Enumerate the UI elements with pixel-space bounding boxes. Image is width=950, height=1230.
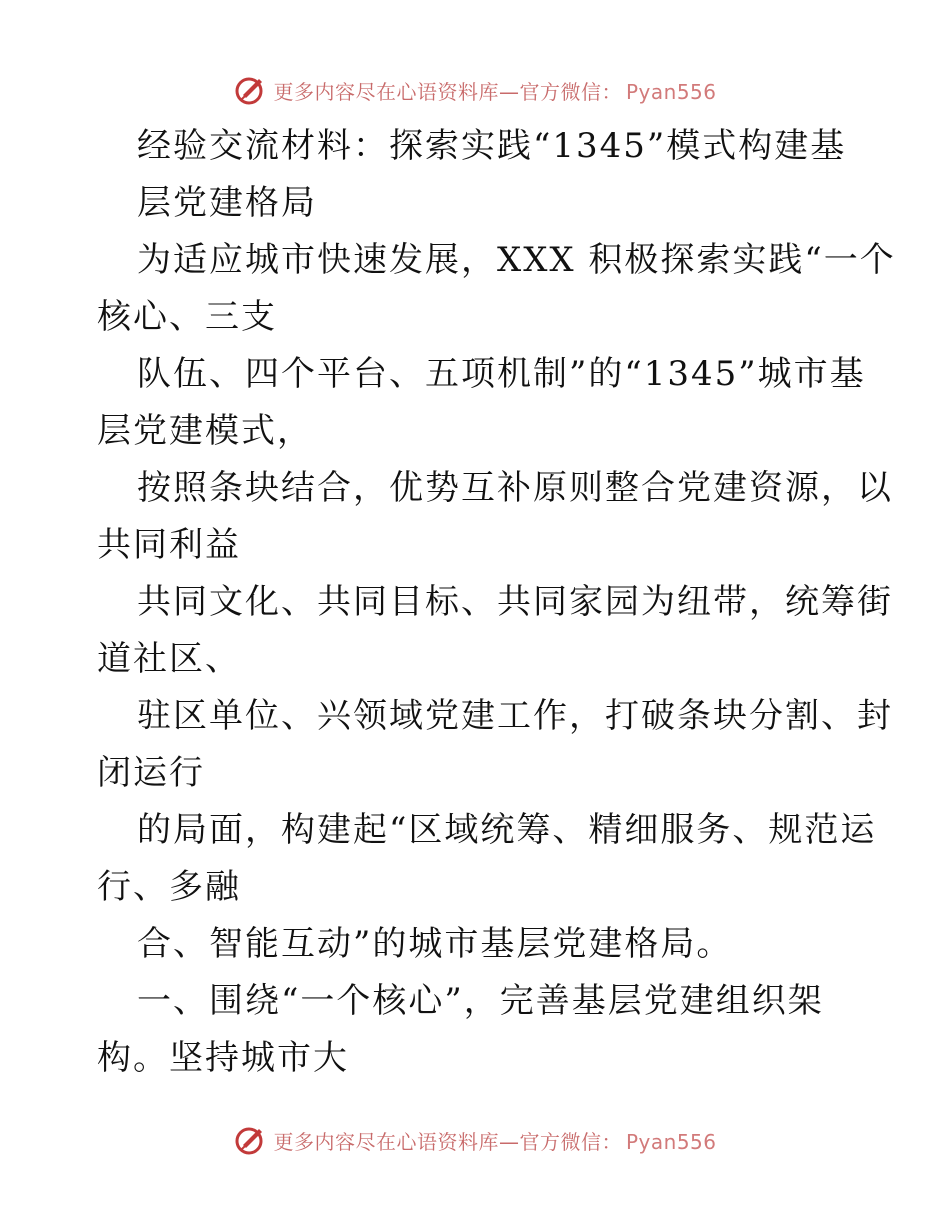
text-line: 一、围绕“一个核心”，完善基层党建组织架: [137, 981, 824, 1021]
text-line: 驻区单位、兴领域党建工作，打破条块分割、封: [137, 696, 893, 736]
watermark-text: 更多内容尽在心语资料库—官方微信： Pyan556: [273, 1129, 717, 1154]
document-body: [97, 118, 896, 1087]
text-line: 核心、三支: [97, 297, 277, 337]
quill-logo-icon: [233, 1123, 267, 1157]
text-line: 的局面，构建起“区域统筹、精细服务、规范运: [137, 810, 877, 850]
watermark-footer: [0, 1120, 950, 1160]
quill-logo-icon: [233, 73, 267, 107]
watermark-header: [0, 70, 950, 110]
text-line: 合、智能互动”的城市基层党建格局。: [137, 924, 733, 964]
text-line: 队伍、四个平台、五项机制”的“1345”城市基: [137, 354, 866, 394]
text-line: 为适应城市快速发展，XXX 积极探索实践“一个: [137, 240, 896, 280]
text-line: 经验交流材料：探索实践“1345”模式构建基: [137, 126, 847, 166]
text-line: 构。坚持城市大: [97, 1038, 349, 1078]
text-line: 行、多融: [97, 867, 241, 907]
text-line: 按照条块结合，优势互补原则整合党建资源，以: [137, 468, 893, 508]
text-line: 层党建模式，: [97, 411, 313, 451]
text-line: 道社区、: [97, 639, 241, 679]
text-line: 闭运行: [97, 753, 205, 793]
text-line: 层党建格局: [137, 183, 317, 223]
text-line: 共同利益: [97, 525, 241, 565]
text-line: 共同文化、共同目标、共同家园为纽带，统筹街: [137, 582, 893, 622]
watermark-text: 更多内容尽在心语资料库—官方微信： Pyan556: [273, 79, 717, 104]
